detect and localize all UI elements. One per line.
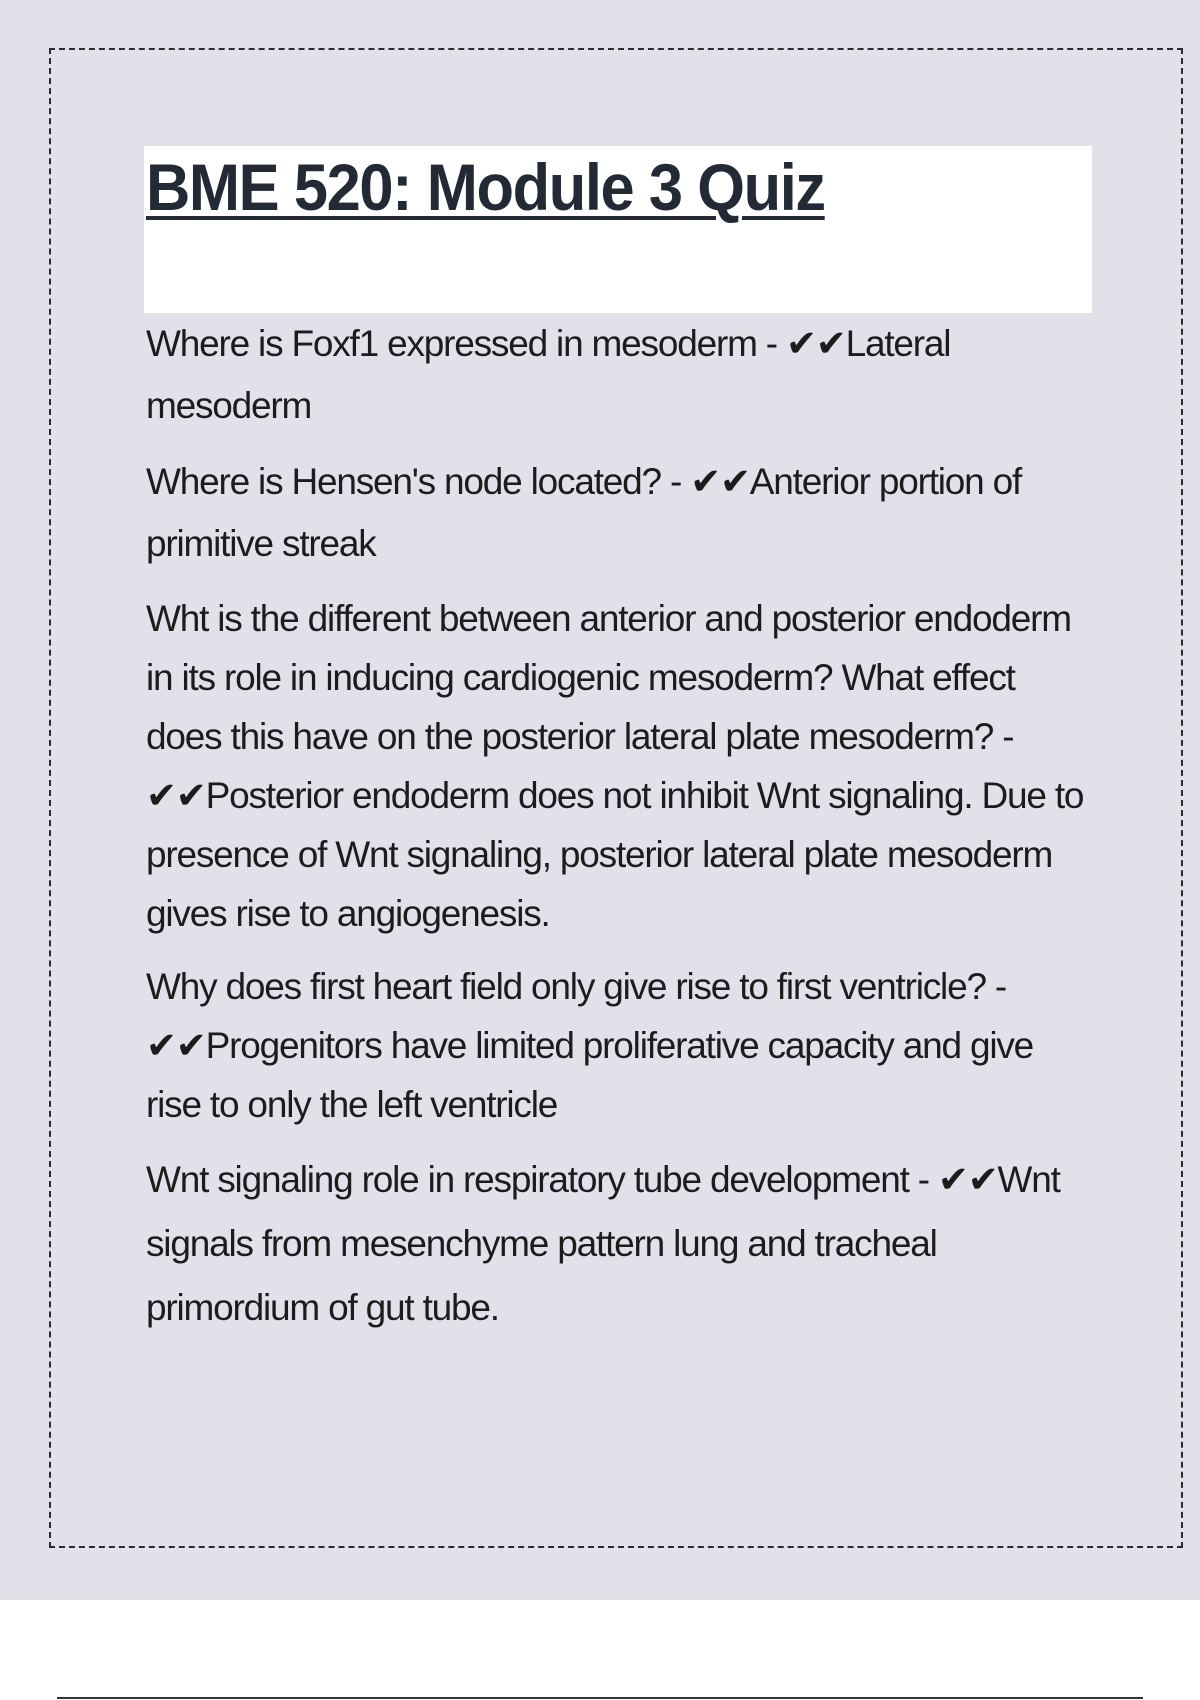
qa-item-endoderm-wnt: Wht is the different between anterior and posterior endoderm in its role in inducing cardiogenic mesoderm? What effect does this have on the posterior lateral plate mesoderm? - ✔✔Posterior endoderm does not inhibit Wnt signaling. Due to presence of Wnt signaling, posterior lateral plate mesoderm gives rise to angiogenesis. bbox=[146, 598, 1084, 934]
bottom-rule bbox=[57, 1697, 1143, 1699]
qa-item-hensens-node: Where is Hensen's node located? - ✔✔Anterior portion of primitive streak bbox=[146, 461, 1022, 564]
document-title: BME 520: Module 3 Quiz bbox=[146, 150, 825, 224]
qa-item-foxf1: Where is Foxf1 expressed in mesoderm - ✔✔Lateral mesoderm bbox=[146, 323, 951, 426]
qa-item-first-heart-field: Why does first heart field only give rise to first ventricle? - ✔✔Progenitors have limited proliferative capacity and give rise to only the left ventricle bbox=[146, 966, 1034, 1125]
question-answer-list bbox=[146, 313, 1096, 1340]
qa-item-wnt-respiratory: Wnt signaling role in respiratory tube development - ✔✔Wnt signals from mesenchyme pattern lung and tracheal primordium of gut tube. bbox=[146, 1159, 1060, 1328]
